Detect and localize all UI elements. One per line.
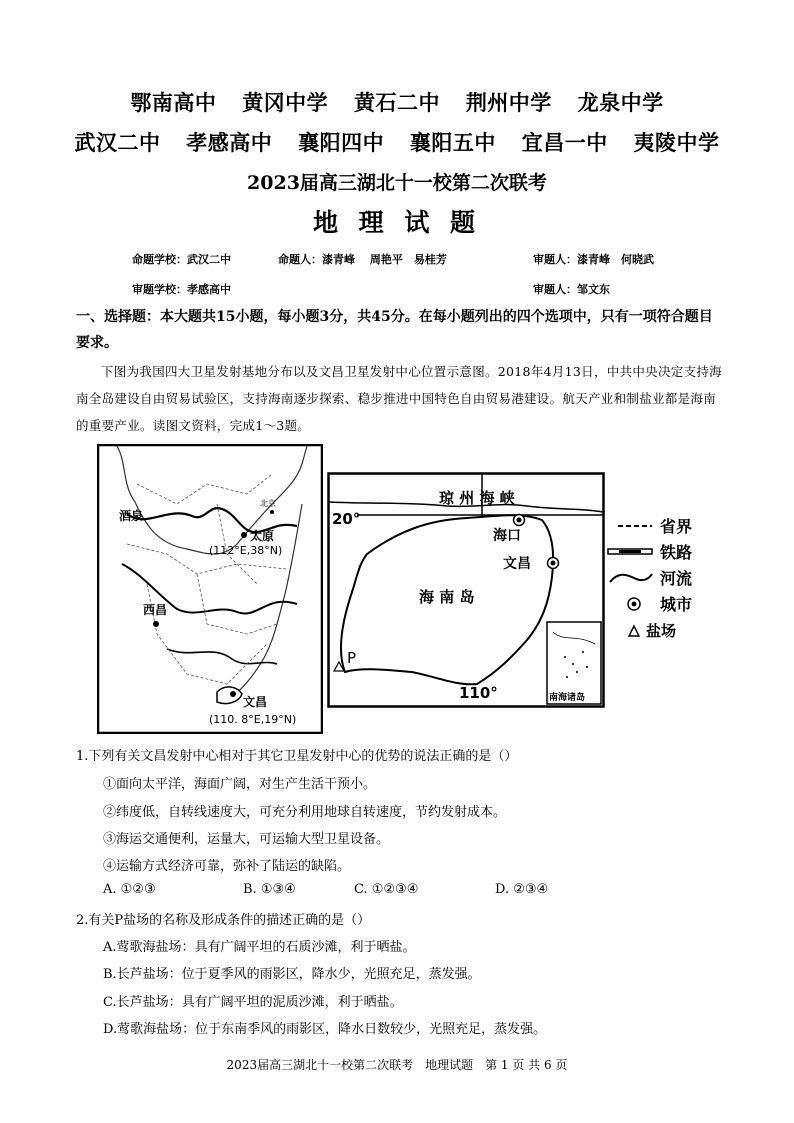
question-2-choice-b[interactable]: B.长芦盐场：位于夏季风的雨影区，降水少，光照充足，蒸发强。 (103, 967, 481, 982)
school-name: 鄂南高中 (130, 91, 217, 115)
subject-title: 地 理 试 题 (312, 208, 482, 237)
label-jiuquan: 酒泉 (119, 509, 144, 523)
label-wenchang: 文昌 (243, 695, 268, 709)
question-1-stem: 1.下列有关文昌发射中心相对于其它卫星发射中心的优势的说法正确的是（） (76, 749, 518, 764)
question-1-choice-d[interactable]: D. ②③④ (495, 882, 549, 897)
school-list-line-2 (0, 127, 794, 157)
credit-reviewer-2: 审题人：邹文东 (533, 283, 610, 296)
credit-reviewers: 审题人：漆青峰 何晓武 (533, 253, 654, 266)
legend-city (628, 595, 692, 614)
school-name: 武汉二中 (74, 131, 161, 155)
river-icon (610, 574, 652, 582)
question-2-choice-c[interactable]: C.长芦盐场：具有广阔平坦的泥质沙滩，利于晒盐。 (103, 995, 403, 1010)
label-taiyuan-coord: (112°E,38°N) (209, 544, 283, 557)
question-1-statement: ①面向太平洋，海面广阔，对生产生活干预小。 (103, 777, 377, 792)
wenchang-dot (230, 691, 236, 697)
label-lat-20: 20° (332, 510, 361, 528)
page-footer: 2023届高三湖北十一校第二次联考 地理试题 第 1 页 共 6 页 (226, 1058, 568, 1072)
legend-province-boundary (618, 517, 692, 536)
label-p: P (347, 649, 357, 667)
beijing-dot (270, 510, 274, 514)
svg-text:城市: 城市 (660, 595, 693, 614)
question-1-choice-b[interactable]: B. ①③④ (243, 882, 296, 897)
label-wenchang: 文昌 (503, 556, 531, 572)
label-inset: 南海诸岛 (549, 693, 586, 703)
label-lon-110: 110° (459, 684, 498, 702)
question-2-choice-a[interactable]: A.莺歌海盐场：具有广阔平坦的石质沙滩，利于晒盐。 (103, 940, 416, 955)
question-1-statement: ④运输方式经济可靠，弥补了陆运的缺陷。 (103, 859, 351, 874)
credit-authors: 命题人：漆青峰 周艳平 易桂芳 (278, 253, 447, 266)
school-name: 黄石二中 (354, 91, 440, 115)
intro-paragraph: 下图为我国四大卫星发射基地分布以及文昌卫星发射中心位置示意图。2018年4月13日，中共中央决定支持海南全岛建设自由贸易试验区，支持海南逐步探索、稳步推进中国特色自由贸易港建设。航天产业和制盐业都是海南的重要产业。读图文资料，完成1～3题。 (76, 364, 722, 433)
school-name: 襄阳五中 (409, 131, 496, 155)
label-beijing: 北京 (260, 499, 276, 508)
svg-text:省界: 省界 (660, 517, 693, 536)
question-1-statement: ②纬度低，自转线速度大，可充分利用地球自转速度，节约发射成本。 (103, 805, 507, 820)
label-taiyuan: 太原 (250, 529, 275, 543)
school-name: 黄冈中学 (242, 91, 329, 115)
question-1-choice-a[interactable]: A. ①②③ (103, 882, 156, 897)
school-name: 龙泉中学 (577, 91, 664, 115)
school-name: 孝感高中 (186, 131, 273, 155)
question-1-choice-c[interactable]: C. ①②③④ (354, 882, 419, 897)
question-1-statement: ③海运交通便利，运量大，可运输大型卫星设备。 (103, 832, 390, 847)
credit-school: 命题学校：武汉二中 (132, 253, 231, 266)
school-name: 宜昌一中 (521, 131, 608, 155)
label-hainan-island: 海 南 岛 (419, 588, 475, 606)
label-xichang: 西昌 (143, 603, 168, 617)
school-name: 襄阳四中 (298, 131, 385, 155)
map-legend (604, 512, 714, 647)
question-2-stem: 2.有关P盐场的名称及形成条件的描述正确的是（） (76, 913, 371, 928)
salt-field-icon (629, 626, 639, 636)
svg-text:盐场: 盐场 (646, 622, 677, 640)
svg-text:铁路: 铁路 (660, 543, 693, 562)
hainan-map (327, 472, 605, 708)
legend-river (610, 569, 692, 588)
school-list-line-1 (0, 87, 794, 117)
legend-railway (608, 543, 692, 562)
legend-salt-field (629, 622, 676, 640)
taiyuan-dot (241, 532, 247, 538)
section-heading: 一、选择题：本大题共15小题，每小题3分，共45分。在每小题列出的四个选项中，只有一项符合题目要求。 (76, 309, 713, 351)
china-launch-sites-map (97, 444, 323, 734)
school-name: 夷陵中学 (633, 131, 720, 155)
svg-text:河流: 河流 (660, 569, 693, 588)
school-name: 荆州中学 (465, 91, 552, 115)
xichang-dot (153, 621, 159, 627)
label-haikou: 海口 (493, 528, 521, 544)
credit-review-school: 审题学校：孝感高中 (132, 283, 231, 296)
exam-title: 2023届高三湖北十一校第二次联考 (247, 172, 547, 194)
label-wenchang-coord: (110. 8°E,19°N) (209, 713, 297, 726)
label-strait: 琼 州 海 峡 (439, 489, 515, 507)
question-2-choice-d[interactable]: D.莺歌海盐场：位于东南季风的雨影区，降水日数较少，光照充足，蒸发强。 (103, 1022, 547, 1037)
